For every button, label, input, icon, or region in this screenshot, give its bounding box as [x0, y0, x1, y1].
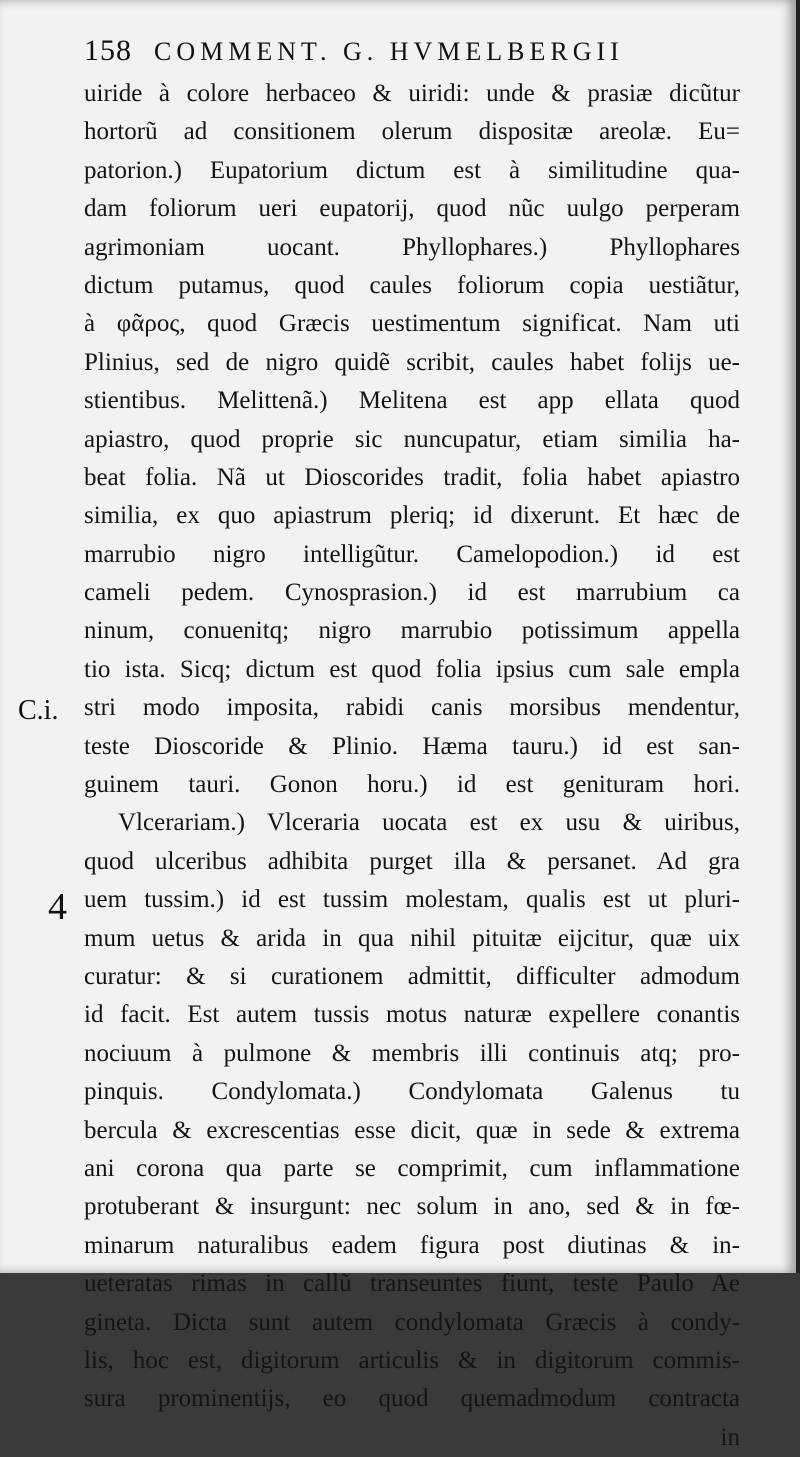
text-line: beat folia. Nã ut Dioscorides tradit, folia habet apiastro	[84, 463, 740, 491]
text-line: minarum naturalibus eadem figura post diutinas & in-	[84, 1231, 740, 1259]
text-line: pinquis. Condylomata.) Condylomata Galenus tu	[84, 1078, 740, 1106]
page-number: 158	[84, 34, 132, 67]
text-line: lis, hoc est, digitorum articulis & in digitorum commis-	[84, 1346, 740, 1374]
text-line: teste Dioscoride & Plinio. Hæma tauru.) id est san-	[84, 732, 740, 760]
text-line: ninum, conuenitq; nigro marrubio potissimum appella	[84, 617, 740, 645]
text-line: gineta. Dicta sunt autem condylomata Græcis à condy-	[84, 1308, 740, 1336]
text-line: patorion.) Eupatorium dictum est à similitudine qua-	[84, 156, 740, 184]
text-line: guinem tauri. Gonon horu.) id est genituram hori.	[84, 771, 740, 799]
page-edge-shadow	[796, 0, 800, 1273]
text-line: quod ulceribus adhibita purget illa & persanet. Ad gra	[84, 847, 740, 875]
margin-note-number: 4	[48, 886, 67, 928]
body-text	[84, 75, 740, 1457]
text-line: dictum putamus, quod caules foliorum copia uestiãtur,	[84, 271, 740, 299]
text-line: bercula & excrescentias esse dicit, quæ in sede & extrema	[84, 1116, 740, 1144]
text-line: ueteratas rimas in callũ transeuntes fiunt, teste Paulo Ae	[84, 1270, 740, 1298]
page-header	[84, 34, 684, 70]
text-line: nociuum à pulmone & membris illi continuis atq; pro-	[84, 1039, 740, 1067]
text-line: stientibus. Melittenã.) Melitena est app ellata quod	[84, 387, 740, 415]
text-line: similia, ex quo apiastrum pleriq; id dixerunt. Et hæc de	[84, 502, 740, 530]
text-line: protuberant & insurgunt: nec solum in ano, sed & in fœ-	[84, 1193, 740, 1221]
text-line: uiride à colore herbaceo & uiridi: unde & prasiæ dicũtur	[84, 80, 740, 107]
text-line: stri modo imposita, rabidi canis morsibus mendentur,	[84, 694, 740, 722]
text-line: Plinius, sed de nigro quidẽ scribit, caules habet folijs ue-	[84, 348, 740, 376]
running-head: COMMENT. G. HVMELBERGII	[154, 37, 624, 66]
text-line: dam foliorum ueri eupatorij, quod nũc uulgo perperam	[84, 195, 740, 223]
text-line: mum uetus & arida in qua nihil pituitæ eijcitur, quæ uix	[84, 924, 740, 952]
text-line: sura prominentijs, eo quod quemadmodum contracta	[84, 1385, 740, 1413]
text-line: id facit. Est autem tussis motus naturæ expellere conantis	[84, 1001, 740, 1029]
text-line: tio ista. Sicq; dictum est quod folia ipsius cum sale empla	[84, 655, 740, 683]
text-line: ani corona qua parte se comprimit, cum inflammatione	[84, 1154, 740, 1182]
text-line: agrimoniam uocant. Phyllophares.) Phyllophares	[84, 233, 740, 261]
text-line: Vlcerariam.) Vlceraria uocata est ex usu & uiribus,	[118, 809, 740, 837]
text-line: uem tussim.) id est tussim molestam, qualis est ut pluri-	[84, 886, 740, 914]
text-line: apiastro, quod proprie sic nuncupatur, etiam similia ha-	[84, 425, 740, 453]
signature-mark: C.i.	[18, 695, 59, 726]
text-line: à φᾶρος, quod Græcis uestimentum significat. Nam uti	[84, 310, 740, 338]
text-line: marrubio nigro intelligũtur. Camelopodion.) id est	[84, 540, 740, 568]
catchword: in	[720, 1423, 740, 1451]
text-line: hortorũ ad consitionem olerum dispositæ areolæ. Eu=	[84, 118, 740, 146]
text-line: cameli pedem. Cynosprasion.) id est marrubium ca	[84, 579, 740, 607]
text-line: curatur: & si curationem admittit, difficulter admodum	[84, 962, 740, 990]
